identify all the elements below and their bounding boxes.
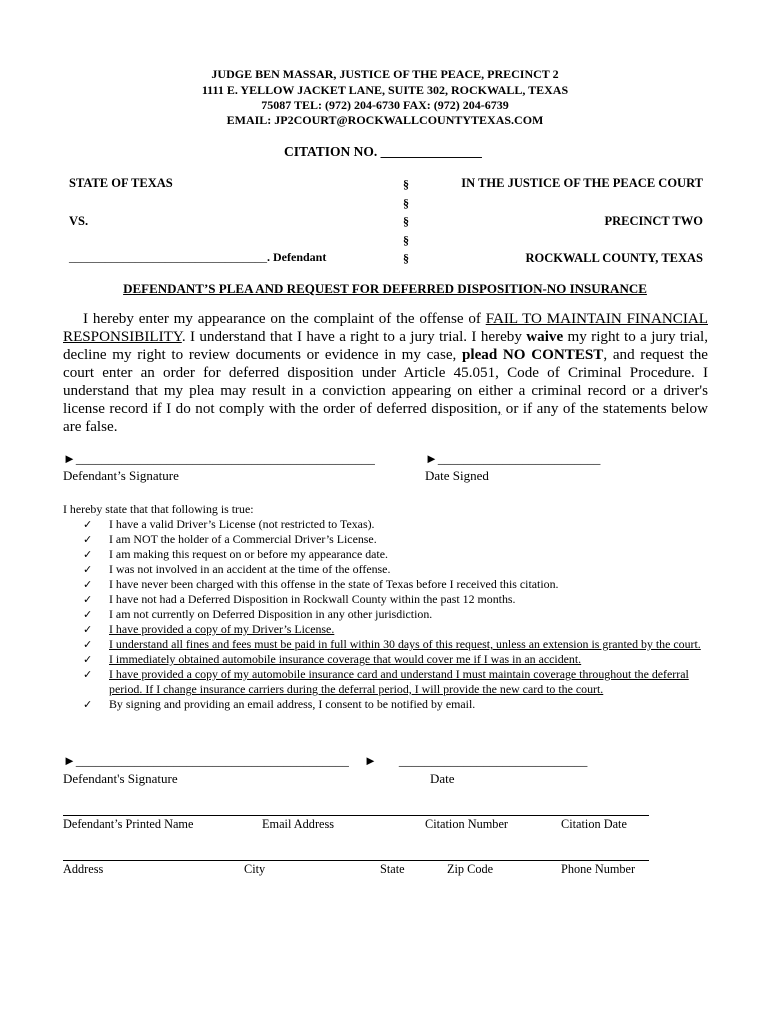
statement-item [63,637,723,652]
checkmark-icon: ✓ [83,563,93,576]
checkmark-icon: ✓ [83,578,93,591]
form-title: DEFENDANT’S PLEA AND REQUEST FOR DEFERRED DISPOSITION-NO INSURANCE [123,281,647,296]
date-blank: _____________________________ [398,753,588,768]
court-address: 1111 E. YELLOW JACKET LANE, SUITE 302, ROCKWALL, TEXAS [201,83,569,97]
court-email: EMAIL: JP2COURT@ROCKWALLCOUNTYTEXAS.COM [226,113,544,127]
statement-item [63,667,723,697]
section-mark: § [403,196,409,210]
signature-blank: ______________________________________________ [75,451,375,466]
statement-item [63,547,723,562]
checkmark-icon: ✓ [83,698,93,711]
arrow-icon: ► [63,753,76,768]
caption-precinct: PRECINCT TWO [604,214,703,228]
arrow-icon: ► [63,451,76,466]
section-mark: § [403,233,409,247]
signature-blank: __________________________________________ [75,753,349,768]
checkmark-icon: ✓ [83,593,93,606]
fields-row2-line[interactable] [63,860,649,861]
caption-county: ROCKWALL COUNTY, TEXAS [525,251,703,265]
checkmark-icon: ✓ [83,638,93,651]
state-label: State [380,862,405,876]
defendant-name-blank: _________________________________ [69,250,267,264]
arrow-icon: ► [364,753,377,768]
statement-text: I have not had a Deferred Disposition in Rockwall County within the past 12 months. [109,592,516,606]
fields-row1-line[interactable] [63,815,649,816]
citation-number-label-2: Citation Number [425,817,508,831]
statement-text: I am making this request on or before my appearance date. [109,547,388,561]
plea-text: I hereby enter my appearance on the complaint of the offense of [83,311,486,327]
plea-paragraph [63,310,708,436]
statement-text: By signing and providing an email address, I consent to be notified by email. [109,697,476,711]
statement-text: I have a valid Driver’s License (not restricted to Texas). [109,517,375,531]
statement-text: I have provided a copy of my automobile insurance card and understand I must maintain coverage throughout the deferral period. If I change insurance carriers during the deferral period, I will provide the new card to the court. [109,667,689,696]
defendant-label: . Defendant [267,250,327,264]
arrow-icon: ► [425,451,438,466]
section-mark: § [403,177,409,191]
court-phone-fax: 75087 TEL: (972) 204-6730 FAX: (972) 204-6739 [261,98,509,112]
checkmark-icon: ✓ [83,533,93,546]
checkmark-icon: ✓ [83,653,93,666]
waive-word: waive [526,329,564,345]
statement-item [63,592,723,607]
defendant-signature-label-1: Defendant’s Signature [63,468,179,483]
checkmark-icon: ✓ [83,668,93,681]
printed-name-label: Defendant’s Printed Name [63,817,194,831]
date-line-2[interactable] [364,753,587,769]
checkmark-icon: ✓ [83,518,93,531]
city-label: City [244,862,266,876]
phone-number-label: Phone Number [561,862,636,876]
statement-text: I am not currently on Deferred Disposition in any other jurisdiction. [109,607,433,621]
date-signed-line[interactable] [425,451,600,467]
statement-text: I have provided a copy of my Driver’s License. [109,622,335,636]
court-name: JUDGE BEN MASSAR, JUSTICE OF THE PEACE, PRECINCT 2 [211,67,559,81]
plea-comma: , [497,401,502,417]
plea-text: or if any of the statements below are false. [63,401,708,435]
plea-text: , and request the court enter an order for deferred disposition under Article 45.051, Code of Criminal Procedure. I understand that my plea may result in a conviction appearing on either a criminal record or a driver's license record if I do not comply with the order of deferred disposition [63,347,708,417]
plea-text: . I understand that I have a right to a jury trial. I hereby [181,329,527,345]
statement-item [63,652,723,667]
defendant-signature-line-1[interactable] [63,451,375,467]
section-mark: § [403,251,409,265]
citation-date-label: Citation Date [561,817,627,831]
checkmark-icon: ✓ [83,548,93,561]
citation-number-blank: _______________ [380,144,482,159]
statement-item [63,532,723,547]
defendant-signature-line-2[interactable] [63,753,349,769]
address-label: Address [63,862,104,876]
no-contest-phrase: plead NO CONTEST [462,347,604,363]
citation-number-label: CITATION NO. [284,144,378,159]
caption-defendant[interactable] [69,250,326,265]
statement-item [63,607,723,622]
defendant-signature-label-2: Defendant's Signature [63,771,178,786]
caption-vs: VS. [69,214,89,228]
checkmark-icon: ✓ [83,623,93,636]
plea-text: my right to a jury trial, decline my right to review documents or evidence in my case, [63,329,708,363]
zip-code-label: Zip Code [447,862,494,876]
statements-list [63,502,723,712]
checkmark-icon: ✓ [83,608,93,621]
caption-court: IN THE JUSTICE OF THE PEACE COURT [461,176,703,190]
citation-number-field[interactable] [284,144,482,160]
date-label-2: Date [430,771,455,786]
email-address-label: Email Address [262,817,335,831]
date-blank: _________________________ [437,451,601,466]
statement-item [63,622,723,637]
section-mark: § [403,214,409,228]
statement-item [63,562,723,577]
date-signed-label: Date Signed [425,468,489,483]
statement-text: I understand all fines and fees must be paid in full within 30 days of this request, unless an extension is granted by the court. [109,637,701,651]
statement-item [63,517,723,532]
statement-text: I am NOT the holder of a Commercial Driver’s License. [109,532,377,546]
offense-name: FAIL TO MAINTAIN FINANCIAL RESPONSIBILITY [63,311,708,345]
caption-state: STATE OF TEXAS [69,176,173,190]
statement-item [63,577,723,592]
statement-text: I immediately obtained automobile insurance coverage that would cover me if I was in an accident. [109,652,582,666]
statement-text: I have never been charged with this offense in the state of Texas before I received this citation. [109,577,559,591]
statement-item [63,697,723,712]
statement-text: I was not involved in an accident at the time of the offense. [109,562,391,576]
statements-intro: I hereby state that that following is true: [63,502,254,516]
